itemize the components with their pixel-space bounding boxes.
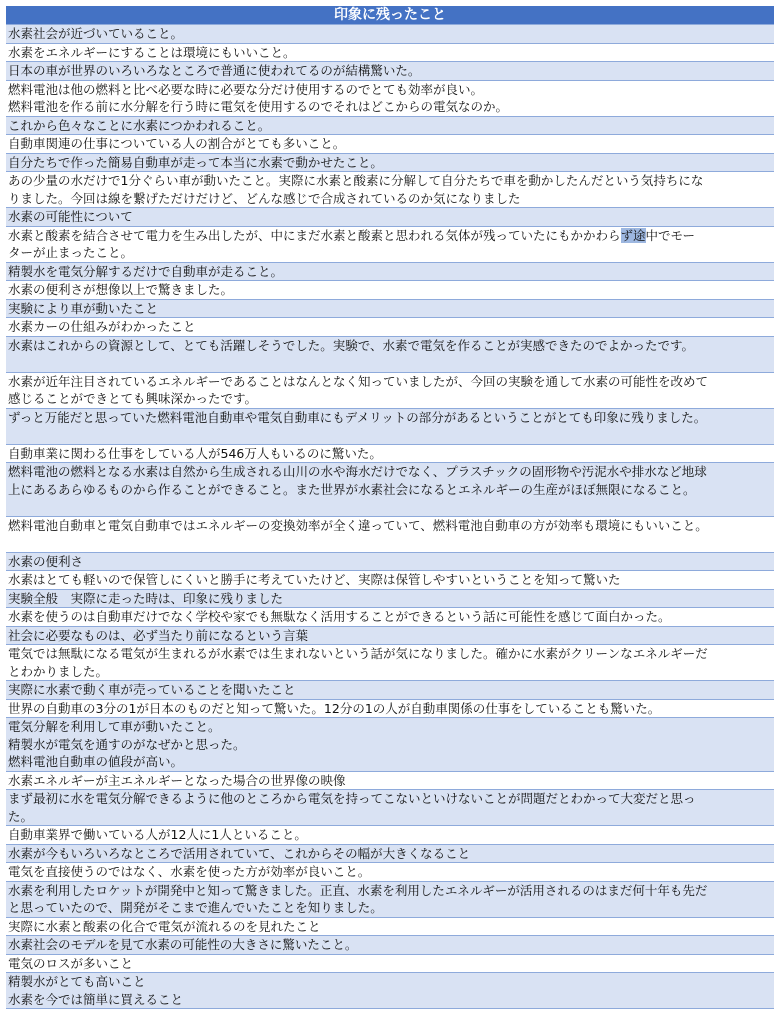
row-text-line: まず最初に水を電気分解できるように他のところから電気を持ってこないといけないことが問題だとわかって大変だと思っ — [8, 791, 696, 806]
row-text-line: 実験により車が動いたこと — [8, 300, 159, 316]
row-text-line: 水素社会のモデルを見て水素の可能性の大きさに驚いたこと。 — [8, 937, 358, 952]
row-text-line: 水素を今では簡単に買えること — [8, 991, 184, 1007]
row-text-line: 社会に必要なものは、必ず当たり前になるという言葉 — [8, 627, 309, 643]
table-row — [6, 207, 774, 226]
table-row — [6, 699, 774, 718]
table-row — [6, 825, 774, 844]
row-text-line: 燃料電池は他の燃料と比べ必要な時に必要な分だけ使用するのでとても効率が良い。 — [8, 81, 484, 97]
table-row — [6, 262, 774, 281]
row-text-line: 燃料電池自動車と電気自動車ではエネルギーの変換効率が全く違っていて、燃料電池自動車の方が効率も環境にもいいこと。 — [8, 517, 708, 533]
table-row — [6, 844, 774, 863]
row-text-line: 水素エネルギーが主エネルギーとなった場合の世界像の映像 — [8, 772, 346, 788]
impressions-table — [6, 6, 774, 1009]
table-row — [6, 280, 774, 299]
table-row — [6, 589, 774, 608]
table-row — [6, 881, 774, 917]
row-text-line: 実験全般 実際に走った時は、印象に残りました — [8, 590, 284, 606]
table-row — [6, 607, 774, 626]
row-text-line: 水素はこれからの資源として、とても活躍しそうでした。実験で、水素で電気を作ることが実感できたのでよかったです。 — [8, 337, 695, 353]
table-row — [6, 444, 774, 463]
row-text-line: 精製水がとても高いこと — [8, 974, 146, 989]
row-text-line: 水素をエネルギーにすることは環境にもいいこと。 — [8, 44, 296, 60]
row-text-line: あの少量の水だけで1分ぐらい車が動いたこと。実際に水素と酸素に分解して自分たちで車を動かしたんだという気持ちにな — [8, 173, 704, 188]
row-text-line: とわかりました。 — [8, 663, 109, 679]
table-bottom-border — [6, 1008, 774, 1009]
row-text-line: 実際に水素と酸素の化合で電気が流れるのを見れたこと — [8, 918, 321, 934]
row-text-line: 水素を使うのは自動車だけでなく学校や家でも無駄なく活用することができるという話に可能性を感じて面白かった。 — [8, 609, 671, 624]
row-text-line: 電気分解を利用して車が動いたこと。 — [8, 719, 221, 734]
table-row — [6, 789, 774, 825]
row-text-line — [8, 227, 774, 245]
table-row — [6, 43, 774, 62]
table-row — [6, 408, 774, 444]
text-segment: 中でモー — [645, 227, 696, 243]
row-text-line: 水素カーの仕組みがわかったこと — [8, 319, 196, 334]
row-text-line: 感じることができとても興味深かったです。 — [8, 391, 258, 406]
table-row — [6, 516, 774, 552]
table-row — [6, 626, 774, 645]
row-text-line: 水素を利用したロケットが開発中と知って驚きました。正直、水素を利用したエネルギーが活用されるのはまだ何十年も先だ — [8, 882, 708, 898]
row-text-line: 精製水が電気を通すのがなぜかと思った。 — [8, 736, 246, 752]
row-text-line: 水素の便利さ — [8, 553, 84, 569]
table-row — [6, 771, 774, 790]
table-row — [6, 153, 774, 172]
row-text-line: ターが止まったこと。 — [8, 245, 134, 260]
row-text-line: ずっと万能だと思っていた燃料電池自動車や電気自動車にもデメリットの部分があるということがとても印象に残りました。 — [8, 409, 707, 425]
table-row — [6, 372, 774, 408]
row-text-line: 燃料電池自動車の値段が高い。 — [8, 754, 184, 769]
row-text-line: 上にあるあらゆるものから作ることができること。また世界が水素社会になるとエネルギーの生産がほぼ無限になること。 — [8, 481, 696, 497]
row-text-line: 電気では無駄になる電気が生まれるが水素では生まれないという話が気になりました。確かに水素がクリーンなエネルギーだ — [8, 646, 708, 661]
row-text-line: 自動車関連の仕事についている人の割合がとても多いこと。 — [8, 136, 346, 151]
row-text-line: 自分たちで作った簡易自動車が走って本当に水素で動かせたこと。 — [8, 154, 383, 170]
table-row — [6, 935, 774, 954]
table-row — [6, 134, 774, 153]
row-text-line: 水素はとても軽いので保管しにくいと勝手に考えていたけど、実際は保管しやすいということを知って驚いた — [8, 572, 621, 587]
row-text-line: 水素社会が近づいていること。 — [8, 26, 184, 41]
row-text-line: 自動車業に関わる仕事をしている人が546万人もいるのに驚いた。 — [8, 445, 382, 461]
table-header: 印象に残ったこと — [6, 6, 774, 24]
row-text-line: 実際に水素で動く車が売っていることを聞いたこと — [8, 682, 296, 697]
row-text-line: と思っていたので、開発がそこまで進んでいたことを知りました。 — [8, 900, 383, 915]
row-text-line: これから色々なことに水素につかわれること。 — [8, 117, 271, 133]
text-segment: 水素と酸素を結合させて電力を生み出したが、中にまだ水素と酸素と思われる気体が残っていたにもかかわら — [8, 227, 621, 243]
table-row — [6, 552, 774, 571]
table-body — [6, 24, 774, 1008]
table-row — [6, 462, 774, 516]
table-row — [6, 570, 774, 589]
table-row — [6, 116, 774, 135]
table-row — [6, 317, 774, 336]
table-row — [6, 171, 774, 207]
table-row — [6, 336, 774, 372]
row-text-line: た。 — [8, 808, 34, 824]
row-text-line: 水素の可能性について — [8, 209, 133, 224]
row-text-line: 世界の自動車の3分の1が日本のものだと知って驚いた。12分の1の人が自動車関係の仕事をしていることも驚いた。 — [8, 700, 661, 716]
row-text-line: 水素が今もいろいろなところで活用されていて、これからその幅が大きくなること — [8, 845, 471, 861]
row-text-line: 燃料電池の燃料となる水素は自然から生成される山川の水や海水だけでなく、プラスチックの固形物や汚泥水や排水など地球 — [8, 464, 707, 479]
table-row — [6, 862, 774, 881]
table-row — [6, 954, 774, 973]
row-text-line: 電気のロスが多いこと — [8, 955, 134, 971]
table-row — [6, 680, 774, 699]
row-text-line: 日本の車が世界のいろいろなところで普通に使われてるのが結構驚いた。 — [8, 63, 421, 78]
table-row — [6, 80, 774, 116]
table-row — [6, 61, 774, 80]
table-row — [6, 24, 774, 43]
row-text-line: りました。今回は線を繋げただけだけど、どんな感じで合成されているのか気になりました — [8, 190, 521, 206]
row-text-line: 自動車業界で働いている人が12人に1人といること。 — [8, 827, 307, 842]
row-text-line: 水素が近年注目されているエネルギーであることはなんとなく知っていましたが、今回の実験を通して水素の可能性を改めて — [8, 373, 709, 389]
row-text-line: 電気を直接使うのではなく、水素を使った方が効率が良いこと。 — [8, 864, 371, 879]
row-text-line: 燃料電池を作る前に水分解を行う時に電気を使用するのでそれはどこからの電気なのか。 — [8, 99, 509, 114]
table-row — [6, 644, 774, 680]
row-text-line: 水素の便利さが想像以上で驚きました。 — [8, 282, 234, 297]
table-row — [6, 917, 774, 936]
selected-text[interactable]: ず途 — [620, 227, 646, 243]
table-row — [6, 226, 774, 262]
row-text-line: 精製水を電気分解するだけで自動車が走ること。 — [8, 263, 284, 279]
table-row — [6, 299, 774, 318]
table-row — [6, 972, 774, 1008]
table-row — [6, 717, 774, 771]
